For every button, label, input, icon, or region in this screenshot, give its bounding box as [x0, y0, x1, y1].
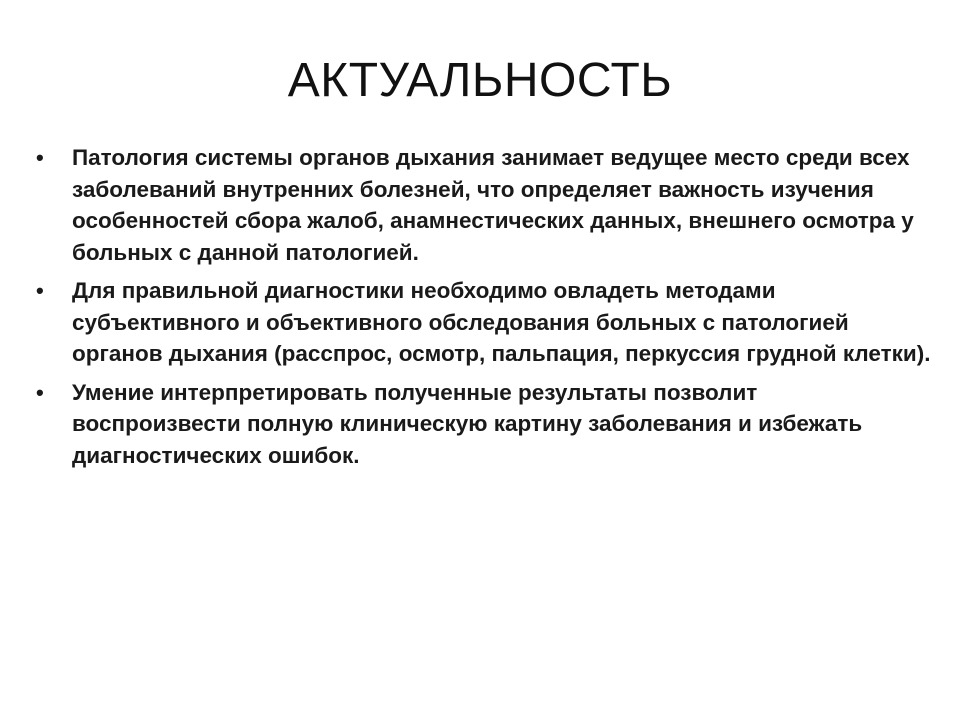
- bullet-dot-icon: •: [36, 145, 44, 170]
- bullet-list: [36, 142, 932, 478]
- bullet-dot-icon: •: [36, 278, 44, 303]
- bullet-dot-icon: •: [36, 379, 44, 405]
- bullet-text-2: Для правильной диагностики необходимо овладеть методами субъективного и объективного обследования больных с патологией органов дыхания (расспрос, осмотр, пальпация, перкуссия грудной клетки).: [72, 278, 931, 366]
- bullet-item-1: [36, 142, 932, 268]
- bullet-text-3: Умение интерпретировать полученные результаты позволит воспроизвести полную клиническую картину заболевания и избежать диагностических ошибок.: [72, 379, 863, 468]
- bullet-text-1: Патология системы органов дыхания занимает ведущее место среди всех заболеваний внутренних болезней, что определяет важность изучения особенностей сбора жалоб, анамнестических данных, внешнего осмотра у больных с данной патологией.: [72, 145, 914, 265]
- bullet-item-3: [36, 377, 932, 472]
- slide-title: АКТУАЛЬНОСТЬ: [287, 54, 673, 107]
- bullet-item-2: [36, 275, 932, 370]
